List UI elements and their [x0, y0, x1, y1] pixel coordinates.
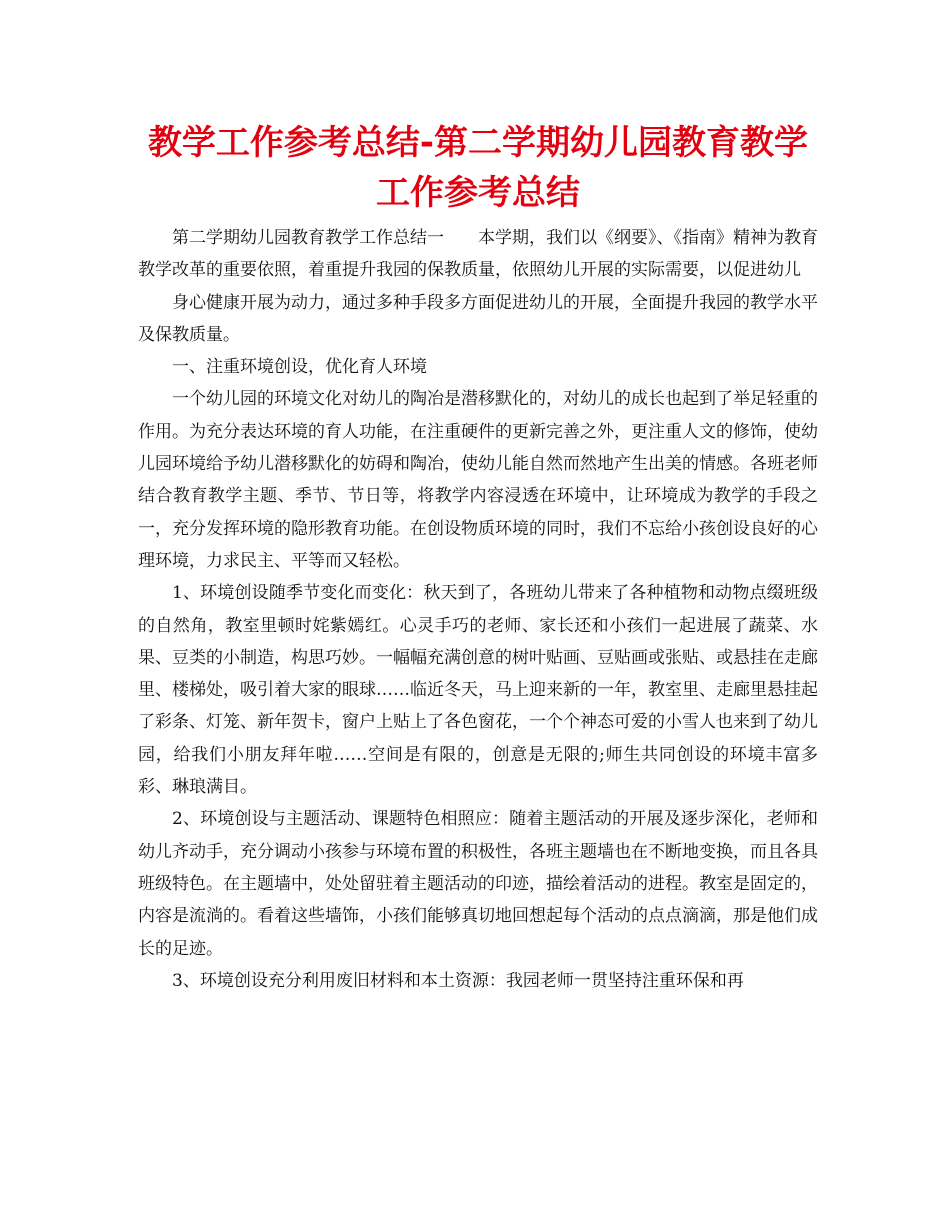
paragraph-item-1-seasons: 1、环境创设随季节变化而变化：秋天到了，各班幼儿带来了各种植物和动物点缀班级的自然角，教室里顿时姹紫嫣红。心灵手巧的老师、家长还和小孩们一起进展了蔬菜、水果、豆类的小制造，构思巧妙。一幅幅充满创意的树叶贴画、豆贴画或张贴、或悬挂在走廊里、楼梯处，吸引着大家的眼球……临近冬天，马上迎来新的一年，教室里、走廊里悬挂起了彩条、灯笼、新年贺卡，窗户上贴上了各色窗花，一个个神态可爱的小雪人也来到了幼儿园，给我们小朋友拜年啦……空间是有限的，创意是无限的;师生共同创设的环境丰富多彩、琳琅满目。: [138, 583, 818, 798]
paragraph-intro-continued: 身心健康开展为动力，通过多种手段多方面促进幼儿的开展，全面提升我园的教学水平及保教质量。: [138, 292, 818, 345]
paragraph-item-3-materials: 3、环境创设充分利用废旧材料和本土资源：我园老师一贯坚持注重环保和再: [172, 970, 744, 991]
paragraph-environment-culture: 一个幼儿园的环境文化对幼儿的陶冶是潜移默化的，对幼儿的成长也起到了举足轻重的作用。为充分表达环境的育人功能，在注重硬件的更新完善之外，更注重人文的修饰，使幼儿园环境给予幼儿潜移默化的妨碍和陶冶，使幼儿能自然而然地产生出美的情感。各班老师结合教育教学主题、季节、节日等，将教学内容浸透在环境中，让环境成为教学的手段之一，充分发挥环境的隐形教育功能。在创设物质环境的同时，我们不忘给小孩创设良好的心理环境，力求民主、平等而又轻松。: [138, 389, 818, 571]
paragraph-intro: 第二学期幼儿园教育教学工作总结一 本学期，我们以《纲要》、《指南》精神为教育教学改革的重要依照，着重提升我园的保教质量，依照幼儿开展的实际需要，以促进幼儿: [138, 228, 818, 281]
document-body: [138, 222, 818, 997]
paragraph-item-2-themes: 2、环境创设与主题活动、课题特色相照应：随着主题活动的开展及逐步深化，老师和幼儿齐动手，充分调动小孩参与环境布置的积极性，各班主题墙也在不断地变换，而且各具班级特色。在主题墙中，处处留驻着主题活动的印迹，描绘着活动的进程。教室是固定的，内容是流淌的。看着这些墙饰，小孩们能够真切地回想起每个活动的点点滴滴，那是他们成长的足迹。: [138, 809, 818, 959]
section-heading-environment: 一、注重环境创设，优化育人环境: [172, 357, 427, 378]
document-title: 教学工作参考总结-第二学期幼儿园教育教学工作参考总结: [147, 123, 809, 213]
